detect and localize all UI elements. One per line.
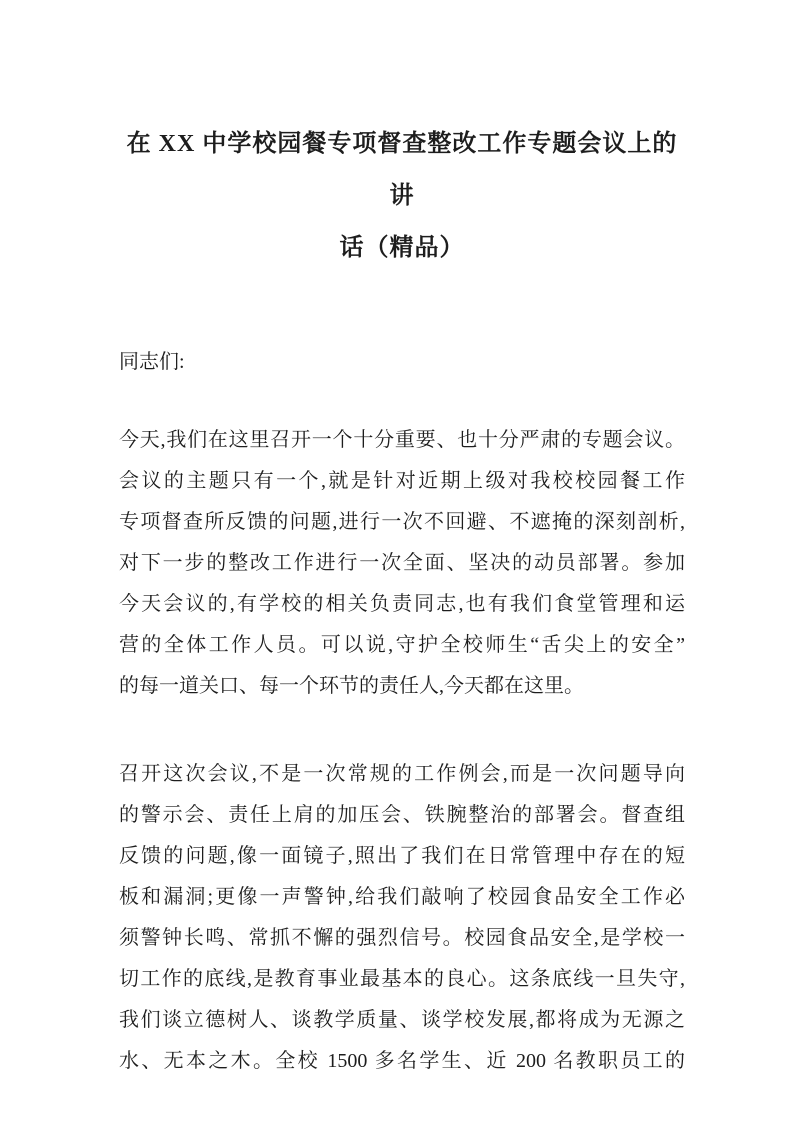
body-text-line: 水、无本之木。全校 1500 多名学生、近 200 名教职员工的 — [119, 1050, 685, 1072]
paragraph-1 — [119, 420, 685, 707]
salutation: 同志们: — [119, 351, 185, 373]
body-text-line: 的每一道关口、每一个环节的责任人,今天都在这里。 — [119, 675, 584, 697]
body-text-line: 会议的主题只有一个,就是针对近期上级对我校校园餐工作 — [119, 470, 685, 492]
body-text-line: 我们谈立德树人、谈教学质量、谈学校发展,都将成为无源之 — [119, 1009, 685, 1031]
body-text-line: 板和漏洞;更像一声警钟,给我们敲响了校园食品安全工作必 — [119, 886, 685, 908]
body-text-line: 召开这次会议,不是一次常规的工作例会,而是一次问题导向 — [119, 763, 685, 785]
paragraph-2 — [119, 754, 685, 1082]
document-title-line-1: 在 XX 中学校园餐专项督查整改工作专题会议上的讲 — [126, 131, 678, 209]
document-title — [119, 118, 685, 274]
body-text-line: 今天,我们在这里召开一个十分重要、也十分严肃的专题会议。 — [119, 429, 685, 451]
body-text-line: 须警钟长鸣、常抓不懈的强烈信号。校园食品安全,是学校一 — [119, 927, 685, 949]
body-text-line: 营的全体工作人员。可以说,守护全校师生“舌尖上的安全” — [119, 634, 685, 656]
body-text-line: 的警示会、责任上肩的加压会、铁腕整治的部署会。督查组 — [119, 804, 685, 826]
body-text-line: 对下一步的整改工作进行一次全面、坚决的动员部署。参加 — [119, 552, 685, 574]
body-text-line: 反馈的问题,像一面镜子,照出了我们在日常管理中存在的短 — [119, 845, 685, 867]
body-text-line: 今天会议的,有学校的相关负责同志,也有我们食堂管理和运 — [119, 593, 685, 615]
body-text-line: 切工作的底线,是教育事业最基本的良心。这条底线一旦失守, — [119, 968, 685, 990]
document-title-line-2: 话（精品） — [339, 235, 465, 261]
body-text-line: 专项督查所反馈的问题,进行一次不回避、不遮掩的深刻剖析, — [119, 511, 685, 533]
